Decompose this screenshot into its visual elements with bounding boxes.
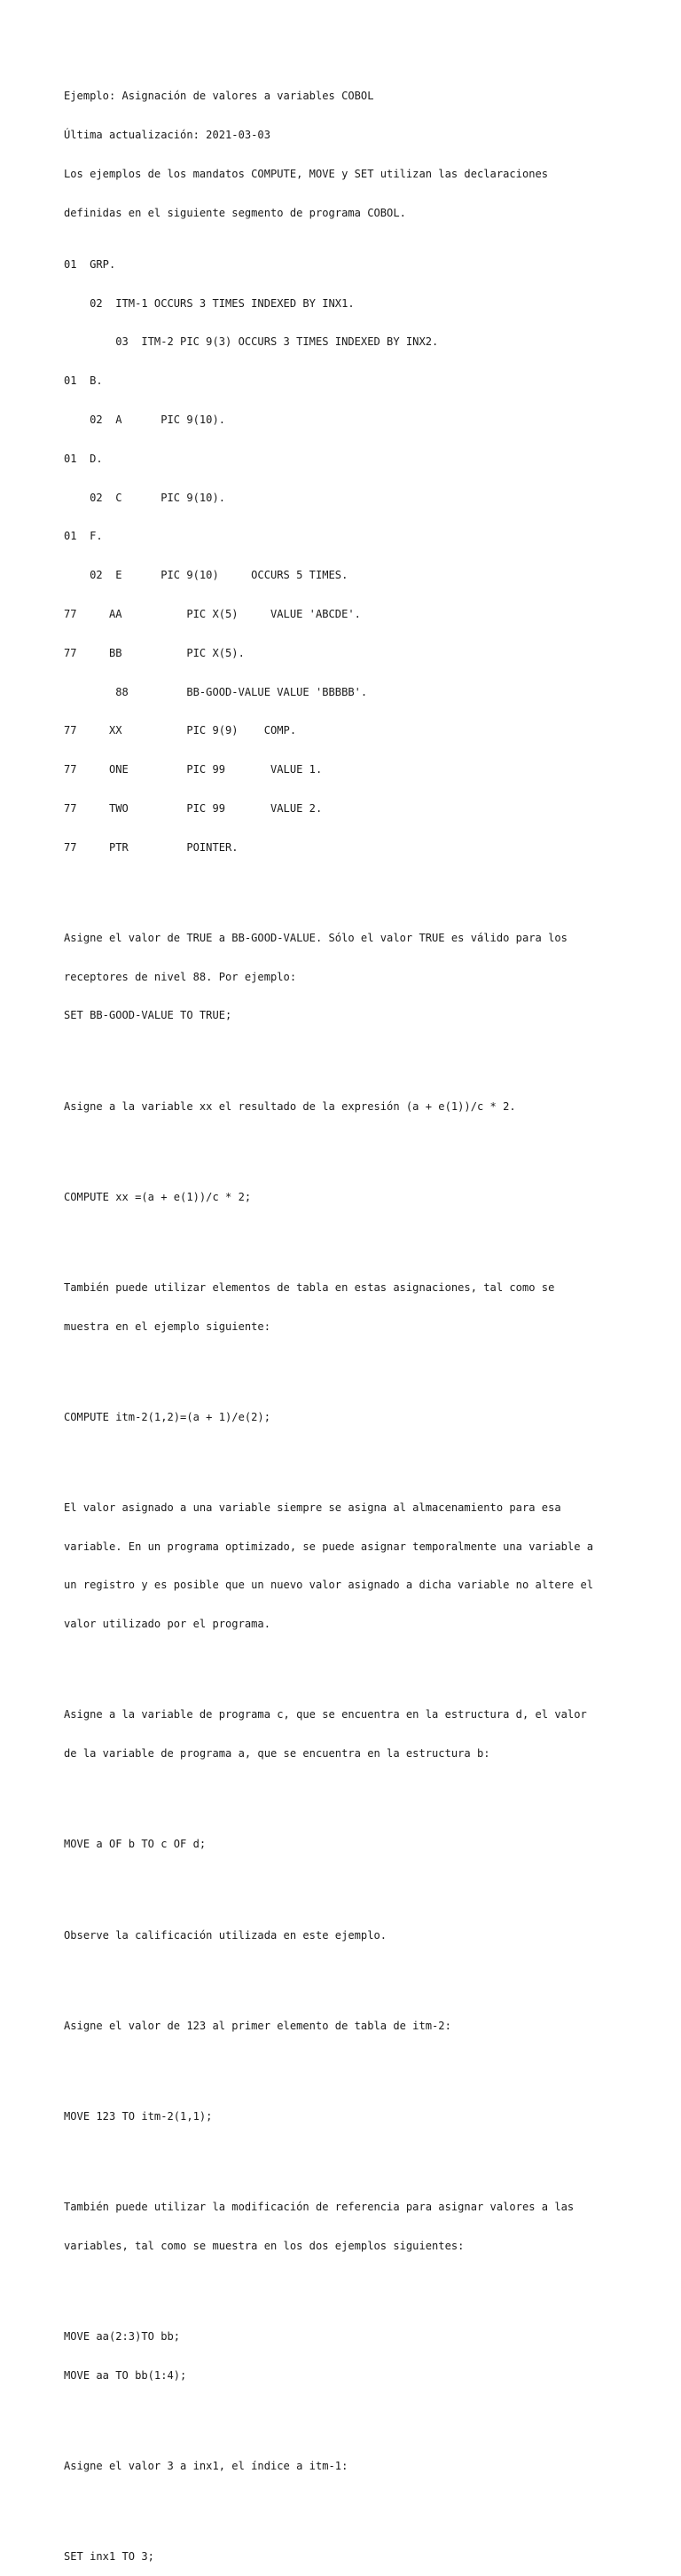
- code-line: 77 TWO PIC 99 VALUE 2.: [64, 801, 323, 815]
- document-page: [64, 64, 649, 2576]
- paragraph-line: variable. En un programa optimizado, se puede asignar temporalmente una variable a: [64, 1540, 594, 1553]
- spacer: [64, 1800, 649, 1813]
- spacer: [64, 1242, 649, 1256]
- code-line: 01 B.: [64, 374, 103, 388]
- code-line: SET inx1 TO 3;: [64, 2550, 154, 2563]
- code-line: 02 ITM-1 OCCURS 3 TIMES INDEXED BY INX1.: [64, 296, 355, 310]
- code-line: 02 C PIC 9(10).: [64, 491, 226, 504]
- intro-text: Los ejemplos de los mandatos COMPUTE, MOVE y SET utilizan las declaraciones: [64, 167, 549, 180]
- paragraph-line: Observe la calificación utilizada en este ejemplo.: [64, 1928, 387, 1942]
- code-line: 77 PTR POINTER.: [64, 840, 239, 854]
- code-line: 02 A PIC 9(10).: [64, 414, 226, 427]
- paragraph-line: Asigne el valor de 123 al primer elemento de tabla de itm-2:: [64, 2019, 451, 2032]
- document-title: Ejemplo: Asignación de valores a variables COBOL: [64, 90, 374, 103]
- paragraph-line: Asigne el valor de TRUE a BB-GOOD-VALUE. Sólo el valor TRUE es válido para los: [64, 931, 568, 944]
- code-line: SET BB-GOOD-VALUE TO TRUE;: [64, 1009, 232, 1022]
- spacer: [64, 1981, 649, 1994]
- spacer: [64, 1890, 649, 1903]
- spacer: [64, 1670, 649, 1683]
- spacer: [64, 1152, 649, 1165]
- spacer: [64, 1462, 649, 1476]
- spacer: [64, 2071, 649, 2084]
- spacer: [64, 2511, 649, 2525]
- spacer: [64, 1061, 649, 1075]
- spacer: [64, 1372, 649, 1385]
- code-line: 02 E PIC 9(10) OCCURS 5 TIMES.: [64, 569, 348, 582]
- paragraph-line: variables, tal como se muestra en los dos ejemplos siguientes:: [64, 2239, 465, 2252]
- paragraph-line: Asigne el valor 3 a inx1, el índice a itm-1:: [64, 2459, 348, 2472]
- code-line: 77 ONE PIC 99 VALUE 1.: [64, 763, 323, 776]
- code-line: MOVE aa TO bb(1:4);: [64, 2368, 187, 2382]
- spacer: [64, 2291, 649, 2304]
- paragraph-line: valor utilizado por el programa.: [64, 1618, 270, 1631]
- code-line: 77 BB PIC X(5).: [64, 646, 245, 659]
- paragraph-line: También puede utilizar la modificación de referencia para asignar valores a las: [64, 2200, 575, 2213]
- paragraph-line: Asigne a la variable de programa c, que se encuentra en la estructura d, el valor: [64, 1708, 587, 1721]
- code-line: 77 XX PIC 9(9) COMP.: [64, 724, 297, 737]
- paragraph-line: de la variable de programa a, que se encuentra en la estructura b:: [64, 1747, 490, 1761]
- code-line: 01 D.: [64, 452, 103, 465]
- spacer: [64, 2421, 649, 2434]
- paragraph-line: El valor asignado a una variable siempre se asigna al almacenamiento para esa: [64, 1501, 561, 1514]
- code-line: 77 AA PIC X(5) VALUE 'ABCDE'.: [64, 607, 361, 620]
- code-line: MOVE aa(2:3)TO bb;: [64, 2329, 181, 2343]
- intro-text: definidas en el siguiente segmento de programa COBOL.: [64, 206, 406, 219]
- code-line: 03 ITM-2 PIC 9(3) OCCURS 3 TIMES INDEXED BY INX2.: [64, 335, 439, 349]
- paragraph-line: También puede utilizar elementos de tabla en estas asignaciones, tal como se: [64, 1280, 555, 1294]
- code-line: 01 F.: [64, 530, 103, 543]
- code-line: COMPUTE itm-2(1,2)=(a + 1)/e(2);: [64, 1410, 270, 1423]
- spacer: [64, 2162, 649, 2175]
- code-line: MOVE a OF b TO c OF d;: [64, 1838, 207, 1851]
- code-line: MOVE 123 TO itm-2(1,1);: [64, 2109, 213, 2123]
- paragraph-line: Asigne a la variable xx el resultado de la expresión (a + e(1))/c * 2.: [64, 1099, 516, 1113]
- paragraph-line: muestra en el ejemplo siguiente:: [64, 1320, 270, 1333]
- spacer: [64, 893, 649, 906]
- code-line: 01 GRP.: [64, 257, 116, 271]
- code-line: COMPUTE xx =(a + e(1))/c * 2;: [64, 1190, 252, 1203]
- last-updated: Última actualización: 2021-03-03: [64, 128, 270, 141]
- paragraph-line: un registro y es posible que un nuevo valor asignado a dicha variable no altere el: [64, 1579, 594, 1592]
- paragraph-line: receptores de nivel 88. Por ejemplo:: [64, 970, 297, 983]
- code-line: 88 BB-GOOD-VALUE VALUE 'BBBBB'.: [64, 685, 368, 698]
